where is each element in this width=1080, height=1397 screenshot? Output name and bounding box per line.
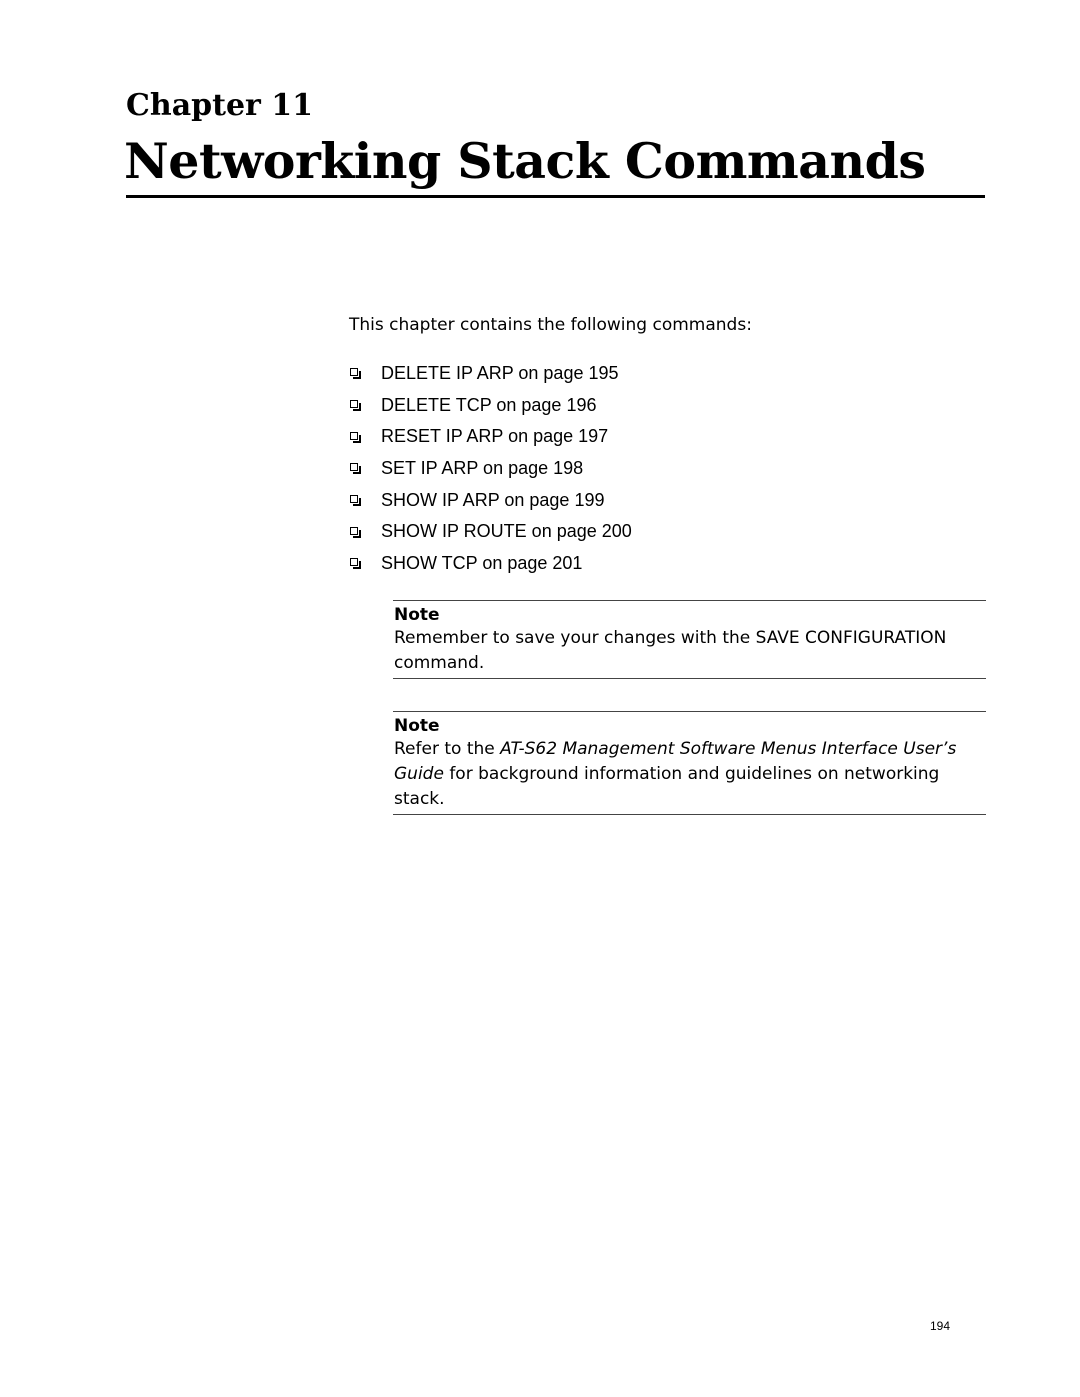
note-text-before: Refer to the bbox=[394, 739, 501, 759]
note-heading: Note bbox=[394, 605, 440, 625]
intro-text: This chapter contains the following commands: bbox=[349, 315, 752, 335]
square-bullet-icon bbox=[350, 463, 359, 472]
square-bullet-icon bbox=[350, 400, 359, 409]
square-bullet-icon bbox=[350, 527, 359, 536]
command-link-show-ip-arp[interactable] bbox=[350, 484, 632, 516]
command-link-delete-tcp[interactable] bbox=[350, 389, 632, 421]
note-reference-guide bbox=[393, 711, 986, 815]
note-save-configuration bbox=[393, 600, 986, 679]
page-title: Networking Stack Commands bbox=[124, 132, 926, 190]
square-bullet-icon bbox=[350, 368, 359, 377]
square-bullet-icon bbox=[350, 495, 359, 504]
note-text-after: for background information and guidelines on networking stack. bbox=[394, 764, 940, 809]
chapter-label: Chapter 11 bbox=[126, 88, 314, 123]
guide-title: AT-S62 Management Software Menus Interface User’s Guide bbox=[394, 739, 957, 784]
command-link-show-ip-route[interactable] bbox=[350, 515, 632, 547]
square-bullet-icon bbox=[350, 558, 359, 567]
note-body: Remember to save your changes with the SAVE CONFIGURATION command. bbox=[394, 628, 947, 673]
command-label: DELETE IP ARP on page 195 bbox=[381, 362, 619, 383]
command-link-reset-ip-arp[interactable] bbox=[350, 420, 632, 452]
command-label: DELETE TCP on page 196 bbox=[381, 394, 597, 415]
command-label: RESET IP ARP on page 197 bbox=[381, 426, 609, 447]
command-label: SHOW TCP on page 201 bbox=[381, 552, 583, 573]
page-number: 194 bbox=[930, 1319, 951, 1333]
command-link-show-tcp[interactable] bbox=[350, 547, 632, 579]
square-bullet-icon bbox=[350, 432, 359, 441]
title-divider bbox=[126, 195, 985, 198]
command-label: SET IP ARP on page 198 bbox=[381, 457, 584, 478]
command-link-set-ip-arp[interactable] bbox=[350, 452, 632, 484]
command-label: SHOW IP ARP on page 199 bbox=[381, 489, 605, 510]
command-label: SHOW IP ROUTE on page 200 bbox=[381, 521, 632, 542]
note-body bbox=[394, 737, 984, 812]
note-heading: Note bbox=[394, 716, 440, 736]
command-link-delete-ip-arp[interactable] bbox=[350, 357, 632, 389]
command-list bbox=[350, 357, 632, 579]
